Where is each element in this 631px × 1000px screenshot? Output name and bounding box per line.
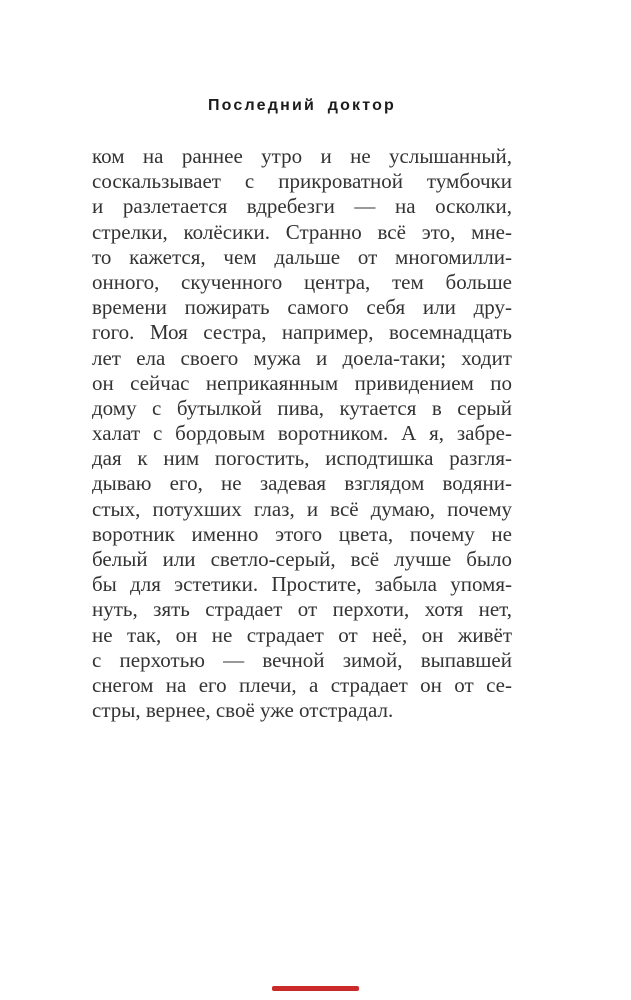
text-line: гого. Моя сестра, например, восемнадцать — [92, 320, 512, 345]
text-line: времени пожирать самого себя или дру- — [92, 295, 512, 320]
text-line: стрелки, колёсики. Странно всё это, мне- — [92, 219, 512, 244]
page-text — [92, 144, 512, 723]
text-line: белый или светло-серый, всё лучше было — [92, 547, 512, 571]
text-line: дая к ним погостить, исподтишка разгля- — [92, 446, 512, 471]
text-line: стых, потухших глаз, и всё думаю, почему — [92, 496, 512, 521]
text-line: дому с бутылкой пива, кутается в серый — [92, 395, 512, 420]
text-line: ком на раннее утро и не услышанный, — [92, 144, 512, 168]
text-line: снегом на его плечи, а страдает он от се- — [92, 672, 512, 697]
text-line: соскальзывает с прикроватной тумбочки — [92, 169, 512, 194]
text-line: нуть, зять страдает от перхоти, хотя нет, — [92, 597, 512, 622]
text-line: халат с бордовым воротником. А я, забре- — [92, 421, 512, 446]
text-line: и разлетается вдребезги — на осколки, — [92, 194, 512, 219]
text-line: онного, скученного центра, тем больше — [92, 269, 512, 294]
text-line: лет ела своего мужа и доела-таки; ходит — [92, 345, 512, 370]
book-title: Последний доктор — [207, 97, 397, 114]
text-line: не так, он не страдает от неё, он живёт — [92, 622, 512, 647]
text-line: с перхотью — вечной зимой, выпавшей — [92, 647, 512, 672]
text-line: бы для эстетики. Простите, забыла упомя- — [92, 572, 512, 597]
text-line: стры, вернее, своё уже отстрадал. — [92, 698, 394, 723]
reading-progress-indicator — [272, 986, 359, 991]
text-line: дываю его, не задевая взглядом водяни- — [92, 471, 512, 496]
text-line: воротник именно этого цвета, почему не — [92, 521, 512, 546]
text-line: он сейчас неприкаянным привидением по — [92, 370, 512, 395]
text-line: то кажется, чем дальше от многомилли- — [92, 244, 512, 269]
